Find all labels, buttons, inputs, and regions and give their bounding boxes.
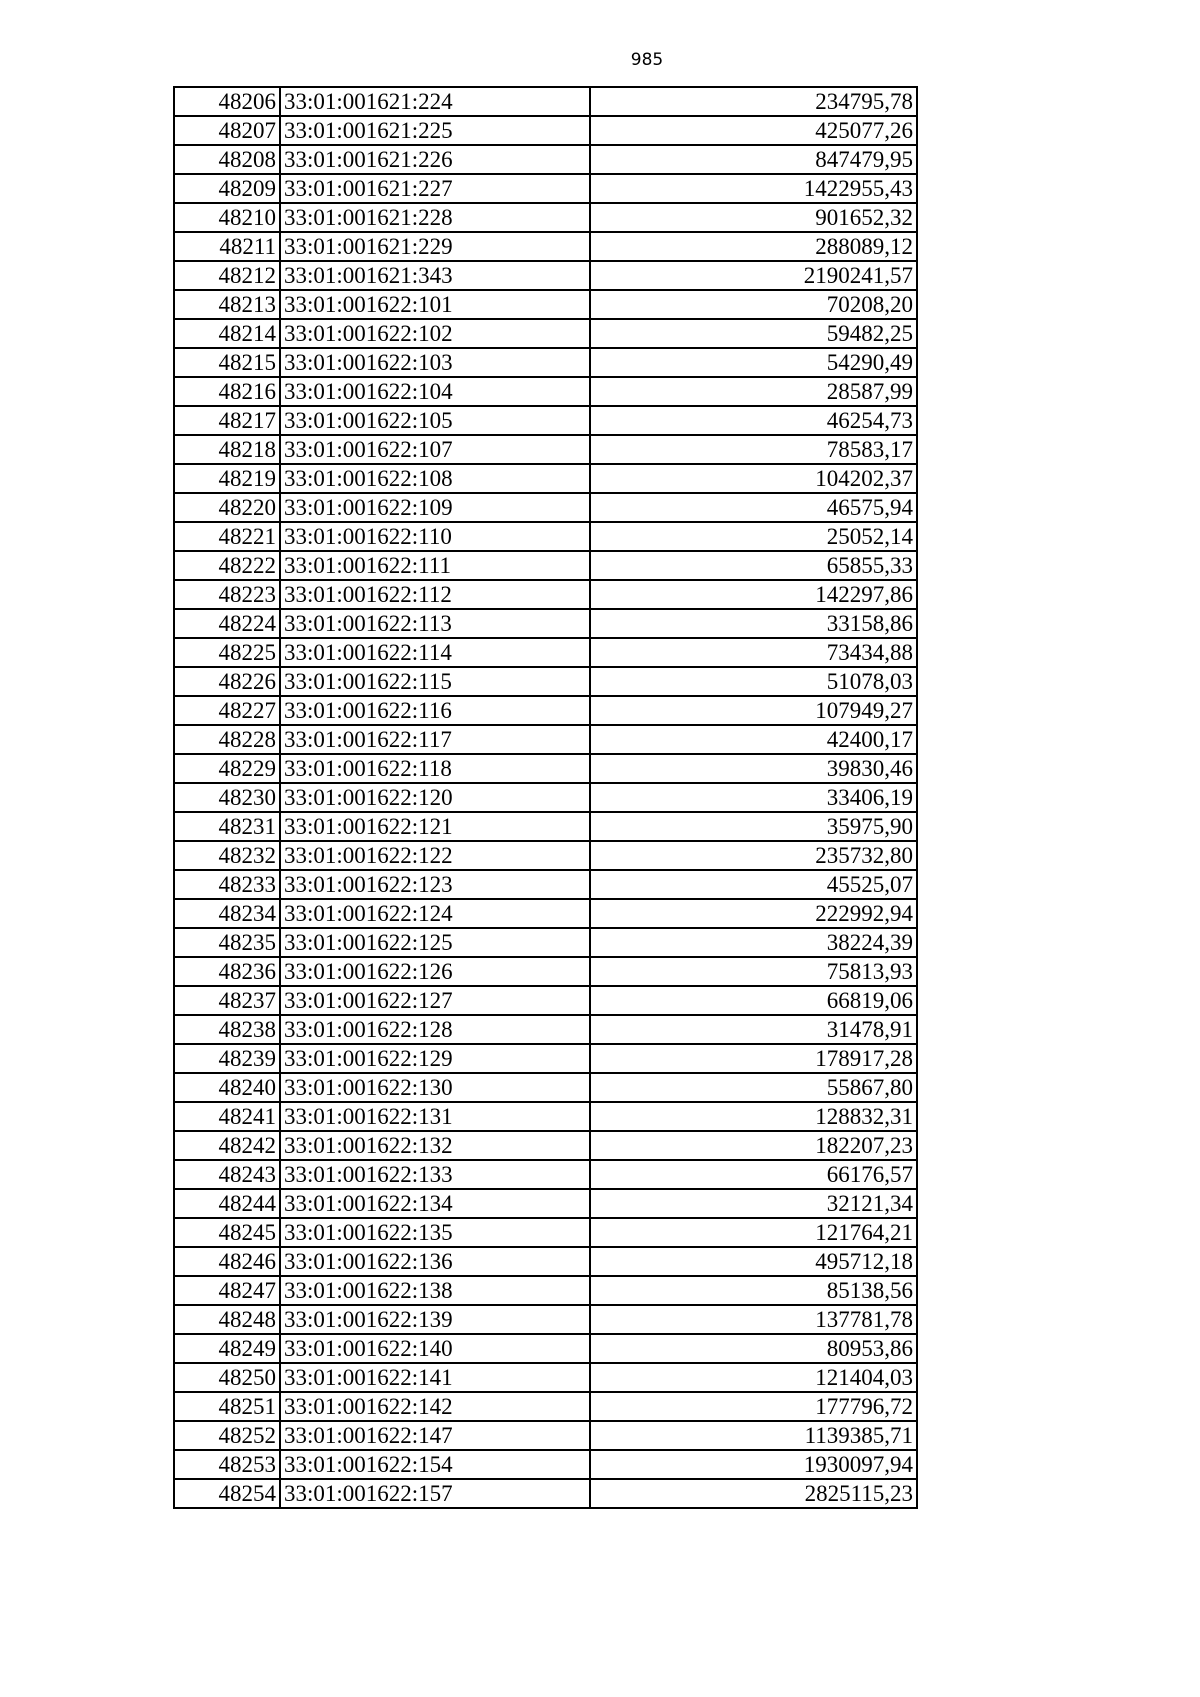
cadastral-value-cell: 142297,86 (590, 580, 917, 609)
cadastral-value-cell: 39830,46 (590, 754, 917, 783)
row-number-cell: 48218 (174, 435, 280, 464)
cadastral-number-cell: 33:01:001622:101 (280, 290, 590, 319)
cadastral-value-cell: 178917,28 (590, 1044, 917, 1073)
cadastral-value-cell: 177796,72 (590, 1392, 917, 1421)
cadastral-number-cell: 33:01:001622:102 (280, 319, 590, 348)
row-number-cell: 48231 (174, 812, 280, 841)
cadastral-number-cell: 33:01:001622:136 (280, 1247, 590, 1276)
table-row (174, 1218, 917, 1247)
table-row (174, 928, 917, 957)
table-row (174, 203, 917, 232)
cadastral-number-cell: 33:01:001622:157 (280, 1479, 590, 1508)
row-number-cell: 48209 (174, 174, 280, 203)
row-number-cell: 48228 (174, 725, 280, 754)
table-row (174, 1102, 917, 1131)
cadastral-number-cell: 33:01:001622:130 (280, 1073, 590, 1102)
table-row (174, 319, 917, 348)
cadastral-value-cell: 73434,88 (590, 638, 917, 667)
row-number-cell: 48252 (174, 1421, 280, 1450)
cadastral-value-cell: 80953,86 (590, 1334, 917, 1363)
cadastral-number-cell: 33:01:001622:124 (280, 899, 590, 928)
cadastral-number-cell: 33:01:001622:103 (280, 348, 590, 377)
table-row (174, 290, 917, 319)
cadastral-number-cell: 33:01:001622:107 (280, 435, 590, 464)
table-row (174, 1305, 917, 1334)
row-number-cell: 48224 (174, 609, 280, 638)
table-row (174, 87, 917, 116)
cadastral-number-cell: 33:01:001622:140 (280, 1334, 590, 1363)
cadastral-number-cell: 33:01:001622:108 (280, 464, 590, 493)
cadastral-value-cell: 42400,17 (590, 725, 917, 754)
cadastral-number-cell: 33:01:001622:115 (280, 667, 590, 696)
row-number-cell: 48253 (174, 1450, 280, 1479)
cadastral-value-cell: 33158,86 (590, 609, 917, 638)
cadastral-number-cell: 33:01:001621:227 (280, 174, 590, 203)
table-row (174, 1276, 917, 1305)
row-number-cell: 48212 (174, 261, 280, 290)
table-row (174, 725, 917, 754)
row-number-cell: 48220 (174, 493, 280, 522)
row-number-cell: 48243 (174, 1160, 280, 1189)
table-row (174, 609, 917, 638)
table-row (174, 638, 917, 667)
cadastral-number-cell: 33:01:001622:123 (280, 870, 590, 899)
cadastral-value-cell: 234795,78 (590, 87, 917, 116)
table-row (174, 1189, 917, 1218)
table-row (174, 406, 917, 435)
row-number-cell: 48214 (174, 319, 280, 348)
cadastral-number-cell: 33:01:001622:113 (280, 609, 590, 638)
cadastral-value-cell: 55867,80 (590, 1073, 917, 1102)
table-row (174, 1450, 917, 1479)
row-number-cell: 48248 (174, 1305, 280, 1334)
row-number-cell: 48246 (174, 1247, 280, 1276)
cadastral-value-cell: 104202,37 (590, 464, 917, 493)
cadastral-value-cell: 45525,07 (590, 870, 917, 899)
cadastral-number-cell: 33:01:001622:128 (280, 1015, 590, 1044)
table-row (174, 580, 917, 609)
cadastral-number-cell: 33:01:001621:225 (280, 116, 590, 145)
row-number-cell: 48238 (174, 1015, 280, 1044)
row-number-cell: 48208 (174, 145, 280, 174)
row-number-cell: 48233 (174, 870, 280, 899)
cadastral-number-cell: 33:01:001622:134 (280, 1189, 590, 1218)
cadastral-value-cell: 33406,19 (590, 783, 917, 812)
cadastral-value-cell: 2190241,57 (590, 261, 917, 290)
table-row (174, 1392, 917, 1421)
table-row (174, 1131, 917, 1160)
cadastral-number-cell: 33:01:001622:117 (280, 725, 590, 754)
table-row (174, 1044, 917, 1073)
table-body (174, 87, 917, 1508)
row-number-cell: 48230 (174, 783, 280, 812)
cadastral-value-cell: 25052,14 (590, 522, 917, 551)
row-number-cell: 48235 (174, 928, 280, 957)
row-number-cell: 48236 (174, 957, 280, 986)
table-row (174, 116, 917, 145)
row-number-cell: 48239 (174, 1044, 280, 1073)
row-number-cell: 48215 (174, 348, 280, 377)
table-row (174, 1247, 917, 1276)
cadastral-value-cell: 235732,80 (590, 841, 917, 870)
row-number-cell: 48254 (174, 1479, 280, 1508)
cadastral-number-cell: 33:01:001622:114 (280, 638, 590, 667)
cadastral-value-cell: 65855,33 (590, 551, 917, 580)
table-row (174, 1160, 917, 1189)
cadastral-value-cell: 66176,57 (590, 1160, 917, 1189)
cadastral-value-cell: 137781,78 (590, 1305, 917, 1334)
row-number-cell: 48234 (174, 899, 280, 928)
cadastral-number-cell: 33:01:001622:133 (280, 1160, 590, 1189)
cadastral-value-cell: 901652,32 (590, 203, 917, 232)
row-number-cell: 48219 (174, 464, 280, 493)
row-number-cell: 48226 (174, 667, 280, 696)
cadastral-number-cell: 33:01:001621:343 (280, 261, 590, 290)
page-number: 985 (630, 50, 664, 70)
table-row (174, 1363, 917, 1392)
cadastral-number-cell: 33:01:001622:118 (280, 754, 590, 783)
cadastral-number-cell: 33:01:001621:224 (280, 87, 590, 116)
row-number-cell: 48225 (174, 638, 280, 667)
cadastral-value-cell: 2825115,23 (590, 1479, 917, 1508)
cadastral-value-cell: 128832,31 (590, 1102, 917, 1131)
cadastral-value-cell: 847479,95 (590, 145, 917, 174)
row-number-cell: 48217 (174, 406, 280, 435)
row-number-cell: 48247 (174, 1276, 280, 1305)
cadastral-number-cell: 33:01:001621:226 (280, 145, 590, 174)
row-number-cell: 48211 (174, 232, 280, 261)
cadastral-value-cell: 28587,99 (590, 377, 917, 406)
cadastral-value-cell: 425077,26 (590, 116, 917, 145)
row-number-cell: 48216 (174, 377, 280, 406)
cadastral-value-cell: 1139385,71 (590, 1421, 917, 1450)
row-number-cell: 48210 (174, 203, 280, 232)
row-number-cell: 48223 (174, 580, 280, 609)
cadastral-value-cell: 1930097,94 (590, 1450, 917, 1479)
table-row (174, 1479, 917, 1508)
cadastral-number-cell: 33:01:001622:122 (280, 841, 590, 870)
cadastral-value-cell: 78583,17 (590, 435, 917, 464)
cadastral-value-cell: 222992,94 (590, 899, 917, 928)
row-number-cell: 48250 (174, 1363, 280, 1392)
cadastral-number-cell: 33:01:001622:104 (280, 377, 590, 406)
table-row (174, 1073, 917, 1102)
cadastral-number-cell: 33:01:001622:142 (280, 1392, 590, 1421)
cadastral-value-cell: 121764,21 (590, 1218, 917, 1247)
cadastral-value-cell: 182207,23 (590, 1131, 917, 1160)
cadastral-number-cell: 33:01:001622:127 (280, 986, 590, 1015)
cadastral-number-cell: 33:01:001622:131 (280, 1102, 590, 1131)
table-row (174, 1015, 917, 1044)
row-number-cell: 48227 (174, 696, 280, 725)
table-row (174, 667, 917, 696)
cadastral-value-cell: 70208,20 (590, 290, 917, 319)
table-row (174, 493, 917, 522)
row-number-cell: 48244 (174, 1189, 280, 1218)
cadastral-number-cell: 33:01:001622:126 (280, 957, 590, 986)
cadastral-number-cell: 33:01:001621:229 (280, 232, 590, 261)
cadastral-value-cell: 51078,03 (590, 667, 917, 696)
table-row (174, 145, 917, 174)
table-row (174, 348, 917, 377)
cadastral-number-cell: 33:01:001622:112 (280, 580, 590, 609)
row-number-cell: 48206 (174, 87, 280, 116)
cadastral-number-cell: 33:01:001622:109 (280, 493, 590, 522)
table-row (174, 696, 917, 725)
table-row (174, 986, 917, 1015)
table-row (174, 377, 917, 406)
row-number-cell: 48222 (174, 551, 280, 580)
cadastral-number-cell: 33:01:001622:116 (280, 696, 590, 725)
cadastral-number-cell: 33:01:001622:111 (280, 551, 590, 580)
cadastral-number-cell: 33:01:001622:132 (280, 1131, 590, 1160)
row-number-cell: 48240 (174, 1073, 280, 1102)
table-row (174, 783, 917, 812)
cadastral-value-cell: 495712,18 (590, 1247, 917, 1276)
cadastral-value-cell: 54290,49 (590, 348, 917, 377)
cadastral-number-cell: 33:01:001622:141 (280, 1363, 590, 1392)
table-row (174, 174, 917, 203)
table-row (174, 232, 917, 261)
cadastral-number-cell: 33:01:001622:147 (280, 1421, 590, 1450)
cadastral-number-cell: 33:01:001622:138 (280, 1276, 590, 1305)
cadastral-value-table (173, 86, 918, 1509)
cadastral-value-cell: 32121,34 (590, 1189, 917, 1218)
row-number-cell: 48221 (174, 522, 280, 551)
cadastral-number-cell: 33:01:001622:135 (280, 1218, 590, 1247)
cadastral-value-cell: 46575,94 (590, 493, 917, 522)
table-row (174, 522, 917, 551)
cadastral-number-cell: 33:01:001622:120 (280, 783, 590, 812)
cadastral-number-cell: 33:01:001622:129 (280, 1044, 590, 1073)
table-row (174, 812, 917, 841)
cadastral-value-cell: 35975,90 (590, 812, 917, 841)
cadastral-number-cell: 33:01:001622:139 (280, 1305, 590, 1334)
table-row (174, 957, 917, 986)
table-row (174, 754, 917, 783)
row-number-cell: 48207 (174, 116, 280, 145)
cadastral-number-cell: 33:01:001622:121 (280, 812, 590, 841)
cadastral-value-cell: 121404,03 (590, 1363, 917, 1392)
table-row (174, 464, 917, 493)
row-number-cell: 48242 (174, 1131, 280, 1160)
cadastral-value-cell: 75813,93 (590, 957, 917, 986)
cadastral-value-cell: 38224,39 (590, 928, 917, 957)
table-row (174, 1334, 917, 1363)
row-number-cell: 48245 (174, 1218, 280, 1247)
cadastral-number-cell: 33:01:001622:105 (280, 406, 590, 435)
row-number-cell: 48249 (174, 1334, 280, 1363)
cadastral-value-cell: 1422955,43 (590, 174, 917, 203)
cadastral-number-cell: 33:01:001622:110 (280, 522, 590, 551)
row-number-cell: 48241 (174, 1102, 280, 1131)
cadastral-value-cell: 85138,56 (590, 1276, 917, 1305)
cadastral-number-cell: 33:01:001622:154 (280, 1450, 590, 1479)
cadastral-value-cell: 66819,06 (590, 986, 917, 1015)
table-row (174, 841, 917, 870)
cadastral-number-cell: 33:01:001622:125 (280, 928, 590, 957)
cadastral-value-cell: 288089,12 (590, 232, 917, 261)
table-row (174, 870, 917, 899)
row-number-cell: 48213 (174, 290, 280, 319)
table-row (174, 1421, 917, 1450)
row-number-cell: 48251 (174, 1392, 280, 1421)
cadastral-number-cell: 33:01:001621:228 (280, 203, 590, 232)
cadastral-value-cell: 31478,91 (590, 1015, 917, 1044)
table-row (174, 551, 917, 580)
table-row (174, 899, 917, 928)
cadastral-value-cell: 59482,25 (590, 319, 917, 348)
cadastral-value-cell: 46254,73 (590, 406, 917, 435)
row-number-cell: 48237 (174, 986, 280, 1015)
row-number-cell: 48229 (174, 754, 280, 783)
row-number-cell: 48232 (174, 841, 280, 870)
cadastral-value-cell: 107949,27 (590, 696, 917, 725)
table-row (174, 435, 917, 464)
table-row (174, 261, 917, 290)
